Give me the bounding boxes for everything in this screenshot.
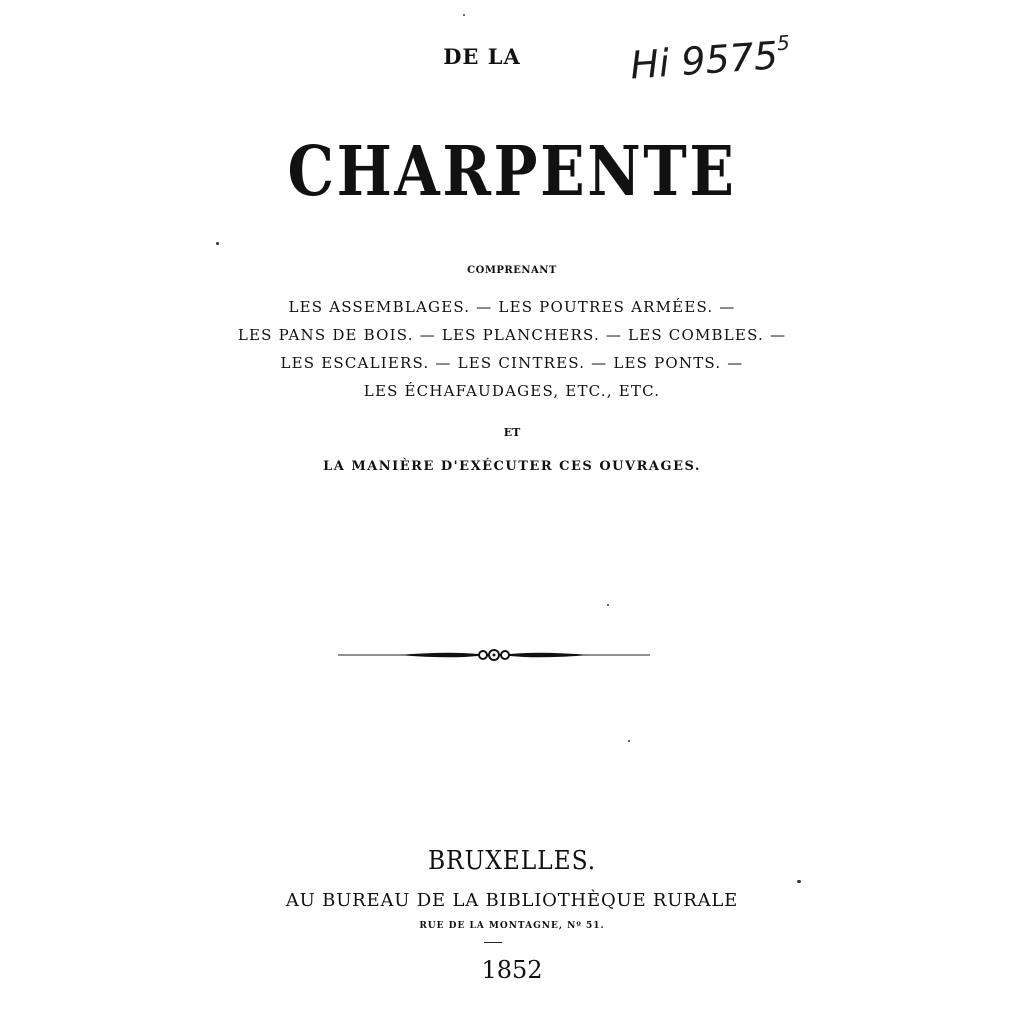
shelfmark-superscript: 5 [776,30,791,56]
page-title: CHARPENTE [287,132,737,212]
method-line: LA MANIÈRE D'EXÉCUTER CES OUVRAGES. [323,459,701,474]
paper-speck [607,604,609,606]
title-prefix: DE LA [443,44,521,69]
paper-speck [797,880,801,883]
publisher: AU BUREAU DE LA BIBLIOTHÈQUE RURALE [285,890,739,911]
short-rule [484,942,502,943]
publication-place: BRUXELLES. [427,846,597,876]
ornament-divider-icon [338,645,650,665]
publisher-address: RUE DE LA MONTAGNE, Nº 51. [419,921,605,931]
contents-line: LES PANS DE BOIS. — LES PLANCHERS. — LES COMBLES. — [237,326,787,344]
publication-year: 1852 [481,956,543,984]
contents-line: LES ASSEMBLAGES. — LES POUTRES ARMÉES. — [288,298,736,316]
handwritten-shelfmark [628,30,792,88]
paper-speck [463,14,465,16]
contents-line: LES ÉCHAFAUDAGES, ETC., ETC. [363,382,661,400]
subtitle: COMPRENANT [467,265,557,276]
shelfmark-text: Hi 9575 [628,33,780,88]
conjunction: ET [503,426,521,439]
contents-line: LES ESCALIERS. — LES CINTRES. — LES PONTS. — [280,354,744,372]
paper-speck [628,740,630,742]
paper-speck [216,242,219,245]
